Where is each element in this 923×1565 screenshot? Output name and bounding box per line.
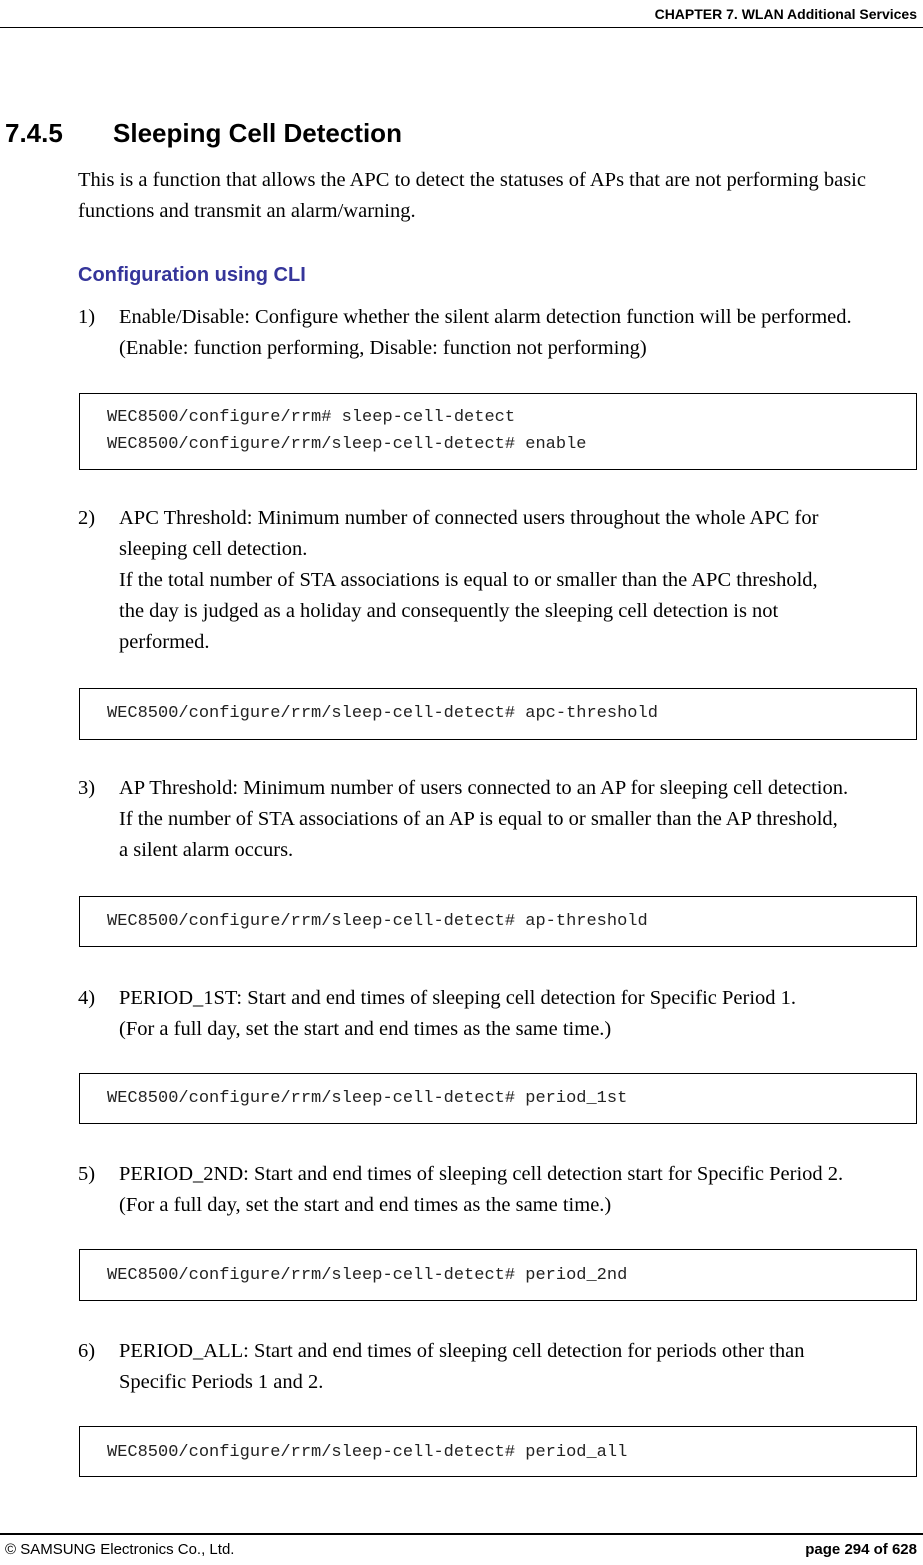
code-block-4 bbox=[79, 1073, 917, 1124]
footer-copyright: © SAMSUNG Electronics Co., Ltd. bbox=[5, 1541, 235, 1558]
page-number: page 294 of 628 bbox=[805, 1541, 917, 1558]
item-text-line: performed. bbox=[119, 631, 210, 653]
item-number: 1) bbox=[78, 306, 96, 328]
code-line: WEC8500/configure/rrm/sleep-cell-detect# ap-threshold bbox=[107, 912, 648, 931]
code-block-3 bbox=[79, 896, 917, 947]
item-text-line: (Enable: function performing, Disable: function not performing) bbox=[119, 337, 647, 359]
subheading: Configuration using CLI bbox=[78, 264, 306, 286]
footer-rule bbox=[0, 1533, 923, 1535]
code-block-6 bbox=[79, 1426, 917, 1477]
item-text-line: a silent alarm occurs. bbox=[119, 839, 294, 861]
chapter-title: CHAPTER 7. WLAN Additional Services bbox=[654, 6, 917, 22]
item-text-line: the day is judged as a holiday and consequently the sleeping cell detection is not bbox=[119, 600, 779, 622]
code-line: WEC8500/configure/rrm/sleep-cell-detect# period_2nd bbox=[107, 1266, 628, 1285]
code-block-5 bbox=[79, 1249, 917, 1301]
item-text-line: (For a full day, set the start and end times as the same time.) bbox=[119, 1018, 612, 1040]
code-line: WEC8500/configure/rrm# sleep-cell-detect bbox=[107, 408, 516, 427]
code-line: WEC8500/configure/rrm/sleep-cell-detect# enable bbox=[107, 435, 587, 454]
item-text-line: If the total number of STA associations is equal to or smaller than the APC threshold, bbox=[119, 569, 818, 591]
page-header bbox=[0, 0, 923, 28]
section-heading bbox=[5, 118, 402, 149]
list-item-4 bbox=[78, 983, 923, 1045]
list-item-5 bbox=[78, 1159, 923, 1221]
code-line: WEC8500/configure/rrm/sleep-cell-detect# period_1st bbox=[107, 1089, 628, 1108]
code-block-2 bbox=[79, 688, 917, 740]
item-text-line: PERIOD_2ND: Start and end times of sleeping cell detection start for Specific Period 2. bbox=[119, 1163, 844, 1185]
item-text-line: (For a full day, set the start and end times as the same time.) bbox=[119, 1194, 612, 1216]
list-item-3 bbox=[78, 773, 923, 866]
item-text-line: AP Threshold: Minimum number of users connected to an AP for sleeping cell detection. bbox=[119, 777, 849, 799]
item-number: 2) bbox=[78, 507, 96, 529]
item-number: 6) bbox=[78, 1340, 96, 1362]
item-text-line: PERIOD_ALL: Start and end times of sleeping cell detection for periods other than bbox=[119, 1340, 805, 1362]
section-title: Sleeping Cell Detection bbox=[113, 118, 402, 148]
list-item-6 bbox=[78, 1336, 923, 1398]
item-number: 5) bbox=[78, 1163, 96, 1185]
list-item-2 bbox=[78, 503, 923, 658]
code-line: WEC8500/configure/rrm/sleep-cell-detect# period_all bbox=[107, 1443, 628, 1462]
item-text-line: If the number of STA associations of an AP is equal to or smaller than the AP threshold, bbox=[119, 808, 838, 830]
item-text-line: Enable/Disable: Configure whether the silent alarm detection function will be performed. bbox=[119, 306, 852, 328]
section-number: 7.4.5 bbox=[5, 118, 63, 148]
list-item-1 bbox=[78, 302, 923, 364]
item-text-line: APC Threshold: Minimum number of connected users throughout the whole APC for bbox=[119, 507, 819, 529]
item-text-line: PERIOD_1ST: Start and end times of sleeping cell detection for Specific Period 1. bbox=[119, 987, 797, 1009]
item-text-line: sleeping cell detection. bbox=[119, 538, 308, 560]
code-block-1 bbox=[79, 393, 917, 470]
section-intro: This is a function that allows the APC to detect the statuses of APs that are not performing basic functions and transmit an alarm/warning. bbox=[78, 169, 866, 222]
item-number: 4) bbox=[78, 987, 96, 1009]
code-line: WEC8500/configure/rrm/sleep-cell-detect# apc-threshold bbox=[107, 704, 658, 723]
item-text-line: Specific Periods 1 and 2. bbox=[119, 1371, 324, 1393]
item-number: 3) bbox=[78, 777, 96, 799]
